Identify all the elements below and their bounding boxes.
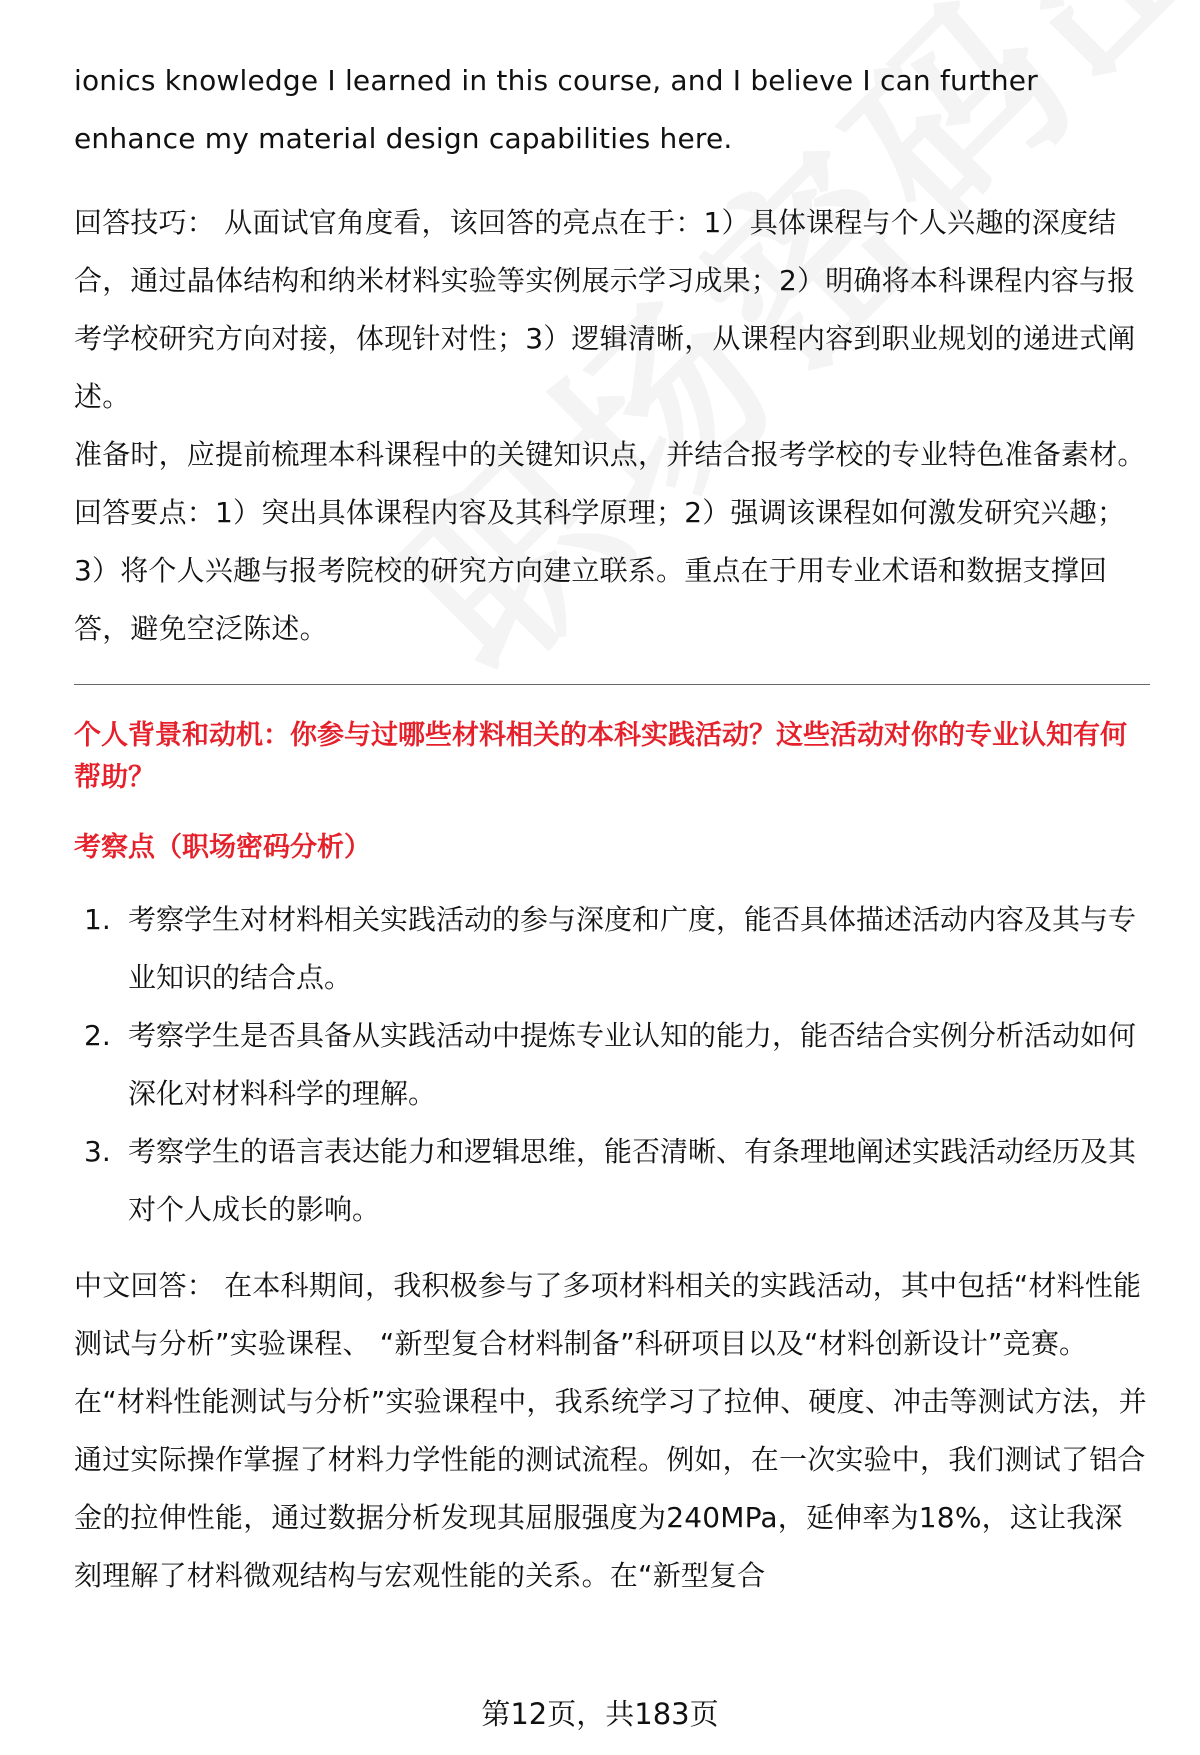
list-item [74,891,1150,1007]
page-number: 第12页，共183页 [481,1697,719,1731]
list-item-text: 考察学生的语言表达能力和逻辑思维，能否清晰、有条理地阐述实践活动经历及其对个人成长的影响。 [128,1135,1137,1226]
list-item [74,1007,1150,1123]
list-item-number: 1. [84,903,111,936]
intro-line-2: enhance my material design capabilities here. [74,122,733,155]
exam-points-heading: 考察点（职场密码分析） [74,832,371,863]
prep-paragraph: 准备时，应提前梳理本科课程中的关键知识点，并结合报考学校的专业特色准备素材。回答要点：1）突出具体课程内容及其科学原理；2）强调该课程如何激发研究兴趣；3）将个人兴趣与报考院校的研究方向建立联系。重点在于用专业术语和数据支撑回答，避免空泛陈述。 [74,438,1146,645]
answer-paragraph [74,1257,1150,1605]
list-item-text: 考察学生是否具备从实践活动中提炼专业认知的能力，能否结合实例分析活动如何深化对材料科学的理解。 [128,1019,1137,1110]
answer-label: 中文回答： [74,1269,216,1302]
tips-text: 从面试官角度看，该回答的亮点在于：1）具体课程与个人兴趣的深度结合，通过晶体结构和纳米材料实验等实例展示学习成果；2）明确将本科课程内容与报考学校研究方向对接，体现针对性；3）逻辑清晰，从课程内容到职业规划的递进式阐述。 [74,206,1136,413]
intro-line-1: ionics knowledge I learned in this course, and I believe I can further [74,64,1038,97]
tips-paragraph [74,194,1150,426]
exam-points-list [74,891,1150,1239]
list-item-text: 考察学生对材料相关实践活动的参与深度和广度，能否具体描述活动内容及其与专业知识的结合点。 [128,903,1137,994]
list-item-number: 3. [84,1135,111,1168]
list-item [74,1123,1150,1239]
answer-text: 在本科期间，我积极参与了多项材料相关的实践活动，其中包括“材料性能测试与分析”实验课程、 “新型复合材料制备”科研项目以及“材料创新设计”竞赛。在“材料性能测试与分析”实验课程中，我系统学习了拉伸、硬度、冲击等测试方法，并通过实际操作掌握了材料力学性能的测试流程。例如，在一次实验中，我们测试了铝合金的拉伸性能，通过数据分析发现其屈服强度为240MPa，延伸率为18%，这让我深刻理解了材料微观结构与宏观性能的关系。在“新型复合 [74,1269,1147,1592]
tips-label: 回答技巧： [74,206,216,239]
section-divider [74,684,1150,685]
list-item-number: 2. [84,1019,111,1052]
question-title: 个人背景和动机：你参与过哪些材料相关的本科实践活动？这些活动对你的专业认知有何帮助？ [74,720,1127,793]
page-content [74,52,1150,1605]
